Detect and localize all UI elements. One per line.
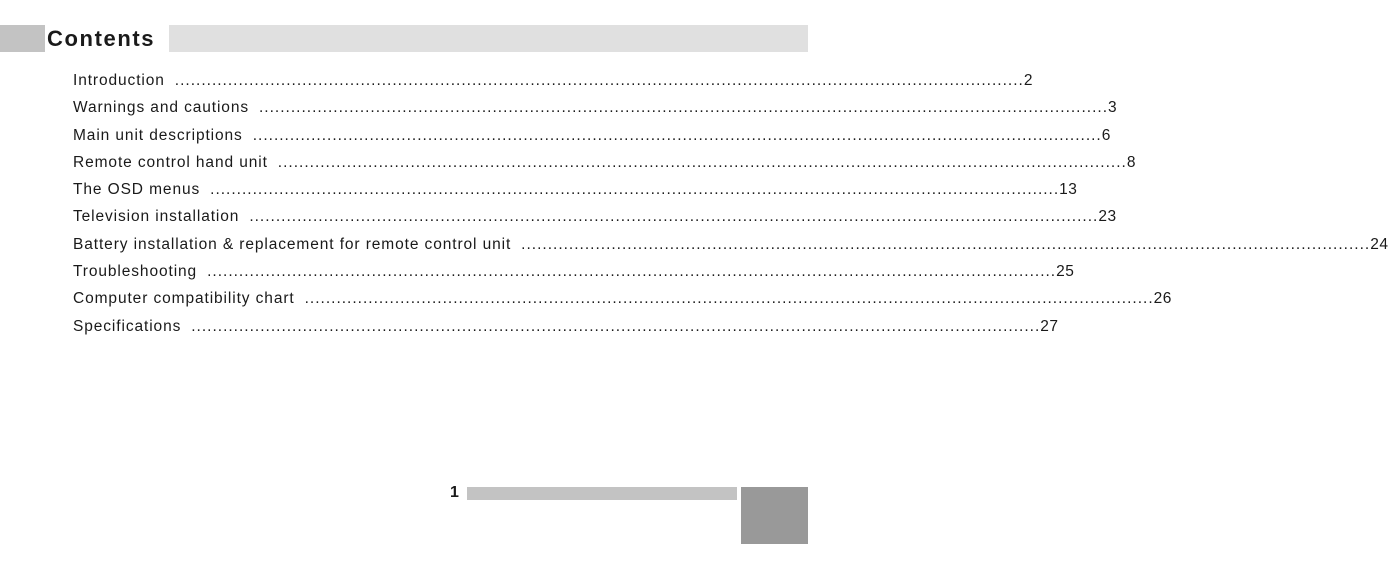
toc-entry-page: 3 (1108, 99, 1118, 117)
toc-leader-dots: ................................................................................................................................................................ (191, 317, 1041, 335)
toc-leader-dots: ................................................................................................................................................................ (277, 153, 1127, 171)
toc-entry[interactable] (73, 288, 1172, 315)
toc-entry-title: Warnings and cautions (73, 99, 249, 117)
toc-entry[interactable] (73, 261, 1075, 288)
page-number: 1 (450, 484, 459, 501)
toc-leader-dots: ................................................................................................................................................................ (174, 72, 1024, 89)
toc-entry-title: Computer compatibility chart (73, 290, 295, 308)
toc-leader-dots: ................................................................................................................................................................ (252, 126, 1102, 144)
toc-entry[interactable] (73, 70, 1033, 97)
toc-entry[interactable] (73, 152, 1136, 179)
toc-leader-dots: ................................................................................................................................................................ (249, 208, 1099, 226)
toc-leader-dots: ................................................................................................................................................................ (207, 263, 1057, 281)
toc-leader-dots: ................................................................................................................................................................ (304, 290, 1154, 308)
toc-entry-title: Introduction (73, 72, 165, 89)
toc-entry-title: Specifications (73, 317, 182, 335)
toc-entry-title: Main unit descriptions (73, 126, 243, 144)
toc-entry-page: 27 (1040, 317, 1059, 335)
toc-entry-title: Troubleshooting (73, 263, 198, 281)
toc-entry-page: 2 (1023, 72, 1033, 89)
toc-entry-title: Battery installation & replacement for remote control unit (73, 235, 512, 253)
header-left-band (0, 25, 45, 52)
toc-entry-page: 26 (1153, 290, 1172, 308)
footer-bar (467, 487, 737, 500)
toc-entry-page: 25 (1056, 263, 1075, 281)
toc-entry-page: 23 (1098, 208, 1117, 226)
toc-leader-dots: ................................................................................................................................................................ (521, 235, 1371, 253)
footer-corner-block (741, 487, 808, 544)
toc-entry-title: The OSD menus (73, 181, 201, 199)
toc-leader-dots: ................................................................................................................................................................ (259, 99, 1109, 117)
toc-entry-page: 13 (1059, 181, 1078, 199)
toc-leader-dots: ................................................................................................................................................................ (210, 181, 1060, 199)
toc-entry[interactable] (73, 125, 1111, 152)
toc-entry-title: Remote control hand unit (73, 153, 268, 171)
toc-entry[interactable] (73, 316, 1059, 343)
toc-entry[interactable] (73, 206, 1117, 233)
toc-entry[interactable] (73, 234, 1388, 261)
table-of-contents (73, 70, 1388, 343)
page-title: Contents (45, 25, 169, 52)
toc-entry-page: 24 (1370, 235, 1388, 253)
toc-entry-page: 8 (1126, 153, 1136, 171)
toc-entry[interactable] (73, 179, 1078, 206)
toc-entry-page: 6 (1101, 126, 1111, 144)
header-right-band (169, 25, 808, 52)
toc-entry-title: Television installation (73, 208, 240, 226)
toc-entry[interactable] (73, 97, 1118, 124)
